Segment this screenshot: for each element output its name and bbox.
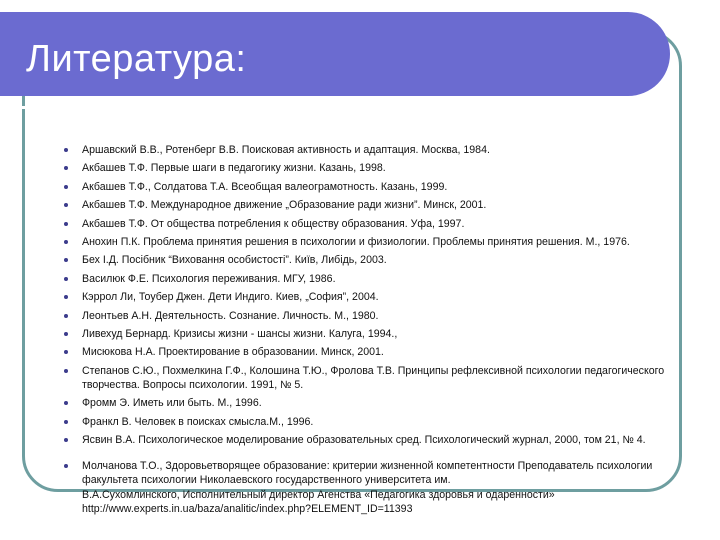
title-bar: [0, 12, 670, 96]
bullet-icon: [64, 464, 68, 468]
list-item: Акбашев Т.Ф., Солдатова Т.А. Всеобщая валеограмотность. Казань, 1999.: [64, 180, 674, 194]
page-title: Литература:: [26, 38, 247, 80]
list-item: Ясвин В.А. Психологическое моделирование образовательных сред. Психологический журнал, 2000, том 21, № 4.: [64, 433, 674, 447]
list-item: Франкл В. Человек в поисках смысла.М., 1996.: [64, 415, 674, 429]
bullet-icon: [64, 277, 68, 281]
list-item: Василюк Ф.Е. Психология переживания. МГУ, 1986.: [64, 272, 674, 286]
bullet-icon: [64, 369, 68, 373]
bullet-icon: [64, 166, 68, 170]
list-item: Степанов С.Ю., Похмелкина Г.Ф., Колошина Т.Ю., Фролова Т.В. Принципы рефлексивной психологии педагогического творчества. Вопросы психологии. 1991, № 5.: [64, 364, 674, 392]
list-item: Акбашев Т.Ф. От общества потребления к обществу образования. Уфа, 1997.: [64, 217, 674, 231]
bullet-icon: [64, 420, 68, 424]
bullet-icon: [64, 222, 68, 226]
bullet-icon: [64, 401, 68, 405]
bullet-icon: [64, 350, 68, 354]
list-item: Фромм Э. Иметь или быть. М., 1996.: [64, 396, 674, 410]
reference-list: [64, 143, 674, 520]
bullet-icon: [64, 148, 68, 152]
list-item: Анохин П.К. Проблема принятия решения в психологии и физиологии. Проблемы принятия решения. М., 1976.: [64, 235, 674, 249]
list-item: Акбашев Т.Ф. Первые шаги в педагогику жизни. Казань, 1998.: [64, 161, 674, 175]
list-item: Мисюкова Н.А. Проектирование в образовании. Минск, 2001.: [64, 345, 674, 359]
bullet-icon: [64, 185, 68, 189]
bullet-icon: [64, 258, 68, 262]
bullet-icon: [64, 203, 68, 207]
list-item: Бех І.Д. Посібник “Виховання особистості”. Київ, Либідь, 2003.: [64, 253, 674, 267]
list-item: Аршавский В.В., Ротенберг В.В. Поисковая активность и адаптация. Москва, 1984.: [64, 143, 674, 157]
bullet-icon: [64, 240, 68, 244]
list-item: Леонтьев А.Н. Деятельность. Сознание. Личность. М., 1980.: [64, 309, 674, 323]
list-item: Кэррол Ли, Тоубер Джен. Дети Индиго. Киев, „София”, 2004.: [64, 290, 674, 304]
title-underline: [0, 106, 638, 109]
bullet-icon: [64, 438, 68, 442]
list-item: Молчанова Т.О., Здоровьетворящее образование: критерии жизненной компетентности Преподаватель психологии факультета психологии Николаевского государственного университета им. В.А.Сухомлинского, Исполнительный директор Агенства «Педагогика здоровья и одаренности» http://www.experts.in.ua/baza/analitic/index.php?ELEMENT_ID=11393: [64, 459, 674, 516]
bullet-icon: [64, 295, 68, 299]
bullet-icon: [64, 332, 68, 336]
bullet-icon: [64, 314, 68, 318]
list-item: Акбашев Т.Ф. Международное движение „Образование ради жизни”. Минск, 2001.: [64, 198, 674, 212]
list-item: Ливехуд Бернард. Кризисы жизни - шансы жизни. Калуга, 1994.,: [64, 327, 674, 341]
